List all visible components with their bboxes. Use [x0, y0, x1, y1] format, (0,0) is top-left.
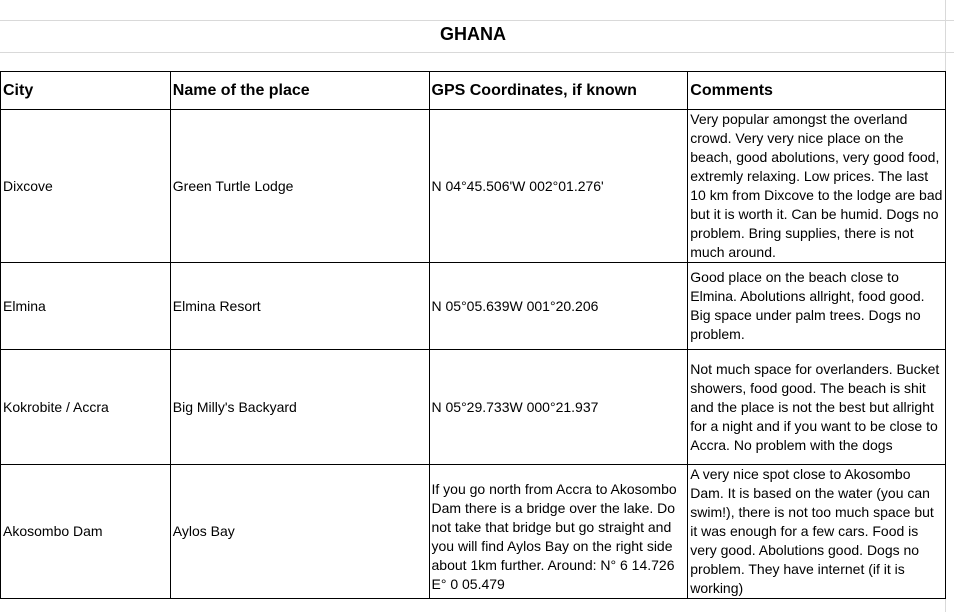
cell-comments[interactable]: A very nice spot close to Akosombo Dam. It is based on the water (you can swim!), there is not too much space but it was enough for a few cars. Food is very good. Abolutions good. Dogs no problem. They have internet (if it is working)	[688, 465, 946, 599]
sheet-title: GHANA	[440, 24, 506, 44]
cell-gps[interactable]: N 05°05.639W 001°20.206	[429, 263, 688, 350]
cell-city[interactable]: Dixcove	[1, 110, 171, 263]
table-row	[1, 110, 946, 263]
cell-place[interactable]: Big Milly's Backyard	[170, 350, 429, 465]
cell-place[interactable]: Green Turtle Lodge	[170, 110, 429, 263]
header-place[interactable]: Name of the place	[170, 72, 429, 110]
cell-city[interactable]: Elmina	[1, 263, 171, 350]
campsite-table	[0, 71, 946, 599]
cell-gps[interactable]: If you go north from Accra to Akosombo Dam there is a bridge over the lake. Do not take that bridge but go straight and you will find Aylos Bay on the right side about 1km further. Around: N° 6 14.726 E° 0 05.479	[429, 465, 688, 599]
cell-gps[interactable]: N 05°29.733W 000°21.937	[429, 350, 688, 465]
cell-city[interactable]: Kokrobite / Accra	[1, 350, 171, 465]
cell-comments[interactable]: Very popular amongst the overland crowd. Very very nice place on the beach, good abolutions, very good food, extremly relaxing. Low prices. The last 10 km from Dixcove to the lodge are bad but it is worth it. Can be humid. Dogs no problem. Bring supplies, there is not much around.	[688, 110, 946, 263]
cell-gps[interactable]: N 04°45.506'W 002°01.276'	[429, 110, 688, 263]
table-row	[1, 465, 946, 599]
header-gps[interactable]: GPS Coordinates, if known	[429, 72, 688, 110]
header-comments[interactable]: Comments	[688, 72, 946, 110]
cell-city[interactable]: Akosombo Dam	[1, 465, 171, 599]
cell-comments[interactable]: Not much space for overlanders. Bucket showers, food good. The beach is shit and the place is not the best but allright for a night and if you want to be close to Accra. No problem with the dogs	[688, 350, 946, 465]
cell-place[interactable]: Aylos Bay	[170, 465, 429, 599]
cell-comments[interactable]: Good place on the beach close to Elmina. Abolutions allright, food good. Big space under palm trees. Dogs no problem.	[688, 263, 946, 350]
table-row	[1, 350, 946, 465]
table-row	[1, 263, 946, 350]
header-row	[1, 72, 946, 110]
header-city[interactable]: City	[1, 72, 171, 110]
cell-place[interactable]: Elmina Resort	[170, 263, 429, 350]
